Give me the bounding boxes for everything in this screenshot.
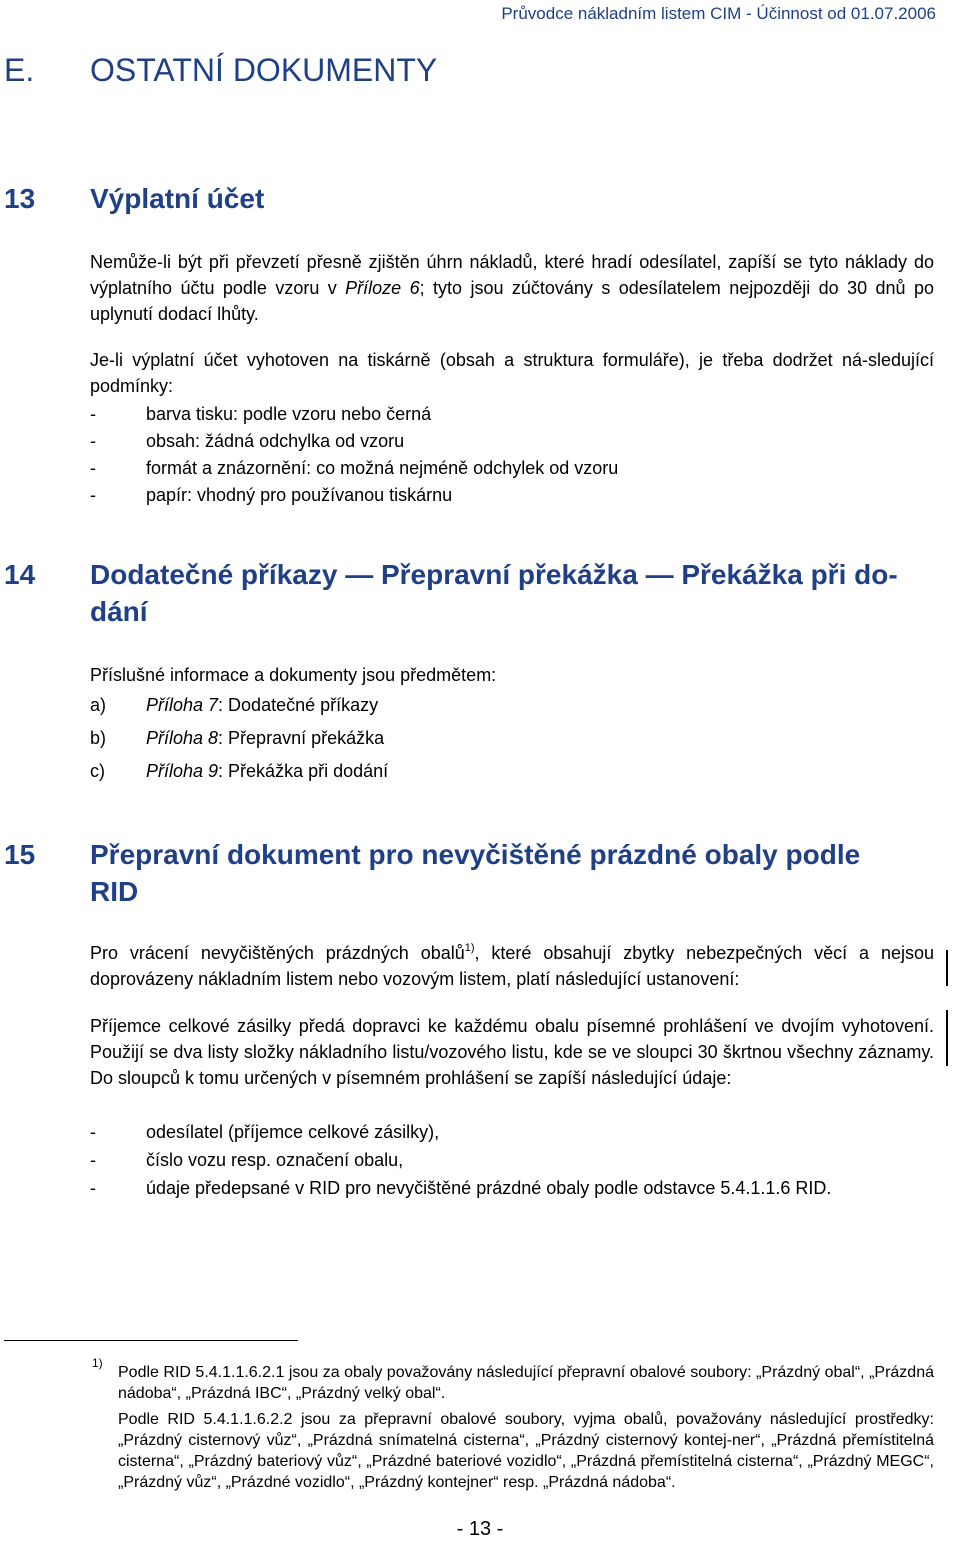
section-15-number: 15	[4, 839, 36, 870]
list-item-text: číslo vozu resp. označení obalu,	[146, 1150, 404, 1170]
section-13-paragraph-1	[90, 249, 934, 327]
section-15-paragraph-1	[90, 940, 934, 992]
footnote-mark: 1)	[92, 1356, 103, 1370]
chapter-title: OSTATNÍ DOKUMENTY	[90, 52, 438, 88]
chapter-heading	[4, 52, 437, 89]
annex-reference: Příloha 7	[146, 695, 219, 715]
annex-reference: Příloze 6	[345, 278, 420, 298]
list-item-text: odesílatel (příjemce celkové zásilky),	[146, 1122, 440, 1142]
section-15-title: Přepravní dokument pro nevyčištěné prázdné obaly podle RID	[90, 839, 861, 907]
list-item-text: : Dodatečné příkazy	[218, 695, 379, 715]
bullet-dash: -	[90, 485, 96, 505]
section-13-title: Výplatní účet	[90, 183, 265, 214]
section-14-title: Dodatečné příkazy — Přepravní překážka — Překážka při do-dání	[90, 559, 898, 627]
page-number: - 13 -	[456, 1518, 504, 1540]
annex-reference: Příloha 8	[146, 728, 219, 748]
list-marker: b)	[90, 728, 107, 748]
footnote-separator	[4, 1340, 298, 1341]
bullet-dash: -	[90, 404, 96, 424]
footnote-paragraph-2: Podle RID 5.4.1.1.6.2.2 jsou za přepravní obalové soubory, vyjma obalů, považovány následující prostředky: „Prázdný cisternový vůz“, „Prázdná snímatelná cisterna“, „Prázdný cisternový kontej-ner“, „Prázdná přemístitelná cisterna“, „Prázdný bateriový vůz“, „Prázdné bateriové vozidlo“, „Prázdná přemístitelná cisterna“, „Prázdný MEGC“, „Prázdný vůz“, „Prázdné vozidlo“, „Prázdný kontejner“ resp. „Prázdná nádoba“.	[118, 1411, 934, 1491]
list-item-text: formát a znázornění: co možná nejméně odchylek od vzoru	[146, 458, 619, 478]
change-bar	[946, 1010, 948, 1066]
section-14-heading	[4, 556, 904, 636]
paragraph-text: Pro vrácení nevyčištěných prázdných obalů	[90, 943, 465, 963]
list-item-text: papír: vhodný pro používanou tiskárnu	[146, 485, 453, 505]
section-13-heading	[4, 180, 904, 220]
paragraph-text: Nemůže-li být při převzetí přesně zjištěn úhrn nákladů, které hradí odesílatel, zapíší se tyto náklady do výplatního účtu podle vzoru v	[90, 252, 934, 298]
section-14-number: 14	[4, 559, 36, 590]
list-item-text: obsah: žádná odchylka od vzoru	[146, 431, 405, 451]
running-header: Průvodce nákladním listem CIM - Účinnost od 01.07.2006	[501, 4, 936, 23]
list-marker: c)	[90, 761, 105, 781]
list-item-text: : Přepravní překážka	[218, 728, 385, 748]
list-item-text: údaje předepsané v RID pro nevyčištěné prázdné obaly podle odstavce 5.4.1.1.6 RID.	[146, 1178, 832, 1198]
annex-reference: Příloha 9	[146, 761, 219, 781]
footnote-paragraph-1: Podle RID 5.4.1.1.6.2.1 jsou za obaly považovány následující přepravní obalové soubory: „Prázdný obal“, „Prázdná nádoba“, „Prázdná IBC“, „Prázdný velký obal“.	[118, 1364, 934, 1402]
chapter-letter: E.	[4, 52, 35, 88]
section-14-intro: Příslušné informace a dokumenty jsou předmětem:	[90, 665, 497, 685]
section-13-paragraph-2: Je-li výplatní účet vyhotoven na tiskárně (obsah a struktura formuláře), je třeba dodržet ná-sledující podmínky:	[90, 350, 934, 396]
section-15-heading	[4, 836, 904, 916]
list-item-text: : Překážka při dodání	[218, 761, 389, 781]
section-15-paragraph-2: Příjemce celkové zásilky předá dopravci ke každému obalu písemné prohlášení ve dvojím vyhotovení. Použijí se dva listy složky nákladního listu/vozového listu, kde se ve sloupci 30 škrtnou všechny záznamy. Do sloupců k tomu určených v písemném prohlášení se zapíší následující údaje:	[90, 1016, 934, 1088]
paragraph-text: ; tyto jsou zúčtovány s odesílatelem nejpozději do 30 dnů po uplynutí dodací lhůty.	[90, 278, 934, 324]
bullet-dash: -	[90, 1178, 96, 1198]
bullet-dash: -	[90, 1150, 96, 1170]
footnote-reference: 1)	[464, 942, 475, 954]
section-13-number: 13	[4, 183, 36, 214]
change-bar	[946, 950, 948, 986]
list-item-text: barva tisku: podle vzoru nebo černá	[146, 404, 432, 424]
paragraph-text: , které obsahují zbytky nebezpečných věcí a nejsou doprovázeny nákladním listem nebo vozovým listem, platí následující ustanovení:	[90, 943, 934, 989]
list-marker: a)	[90, 695, 107, 715]
bullet-dash: -	[90, 458, 96, 478]
bullet-dash: -	[90, 1122, 96, 1142]
bullet-dash: -	[90, 431, 96, 451]
